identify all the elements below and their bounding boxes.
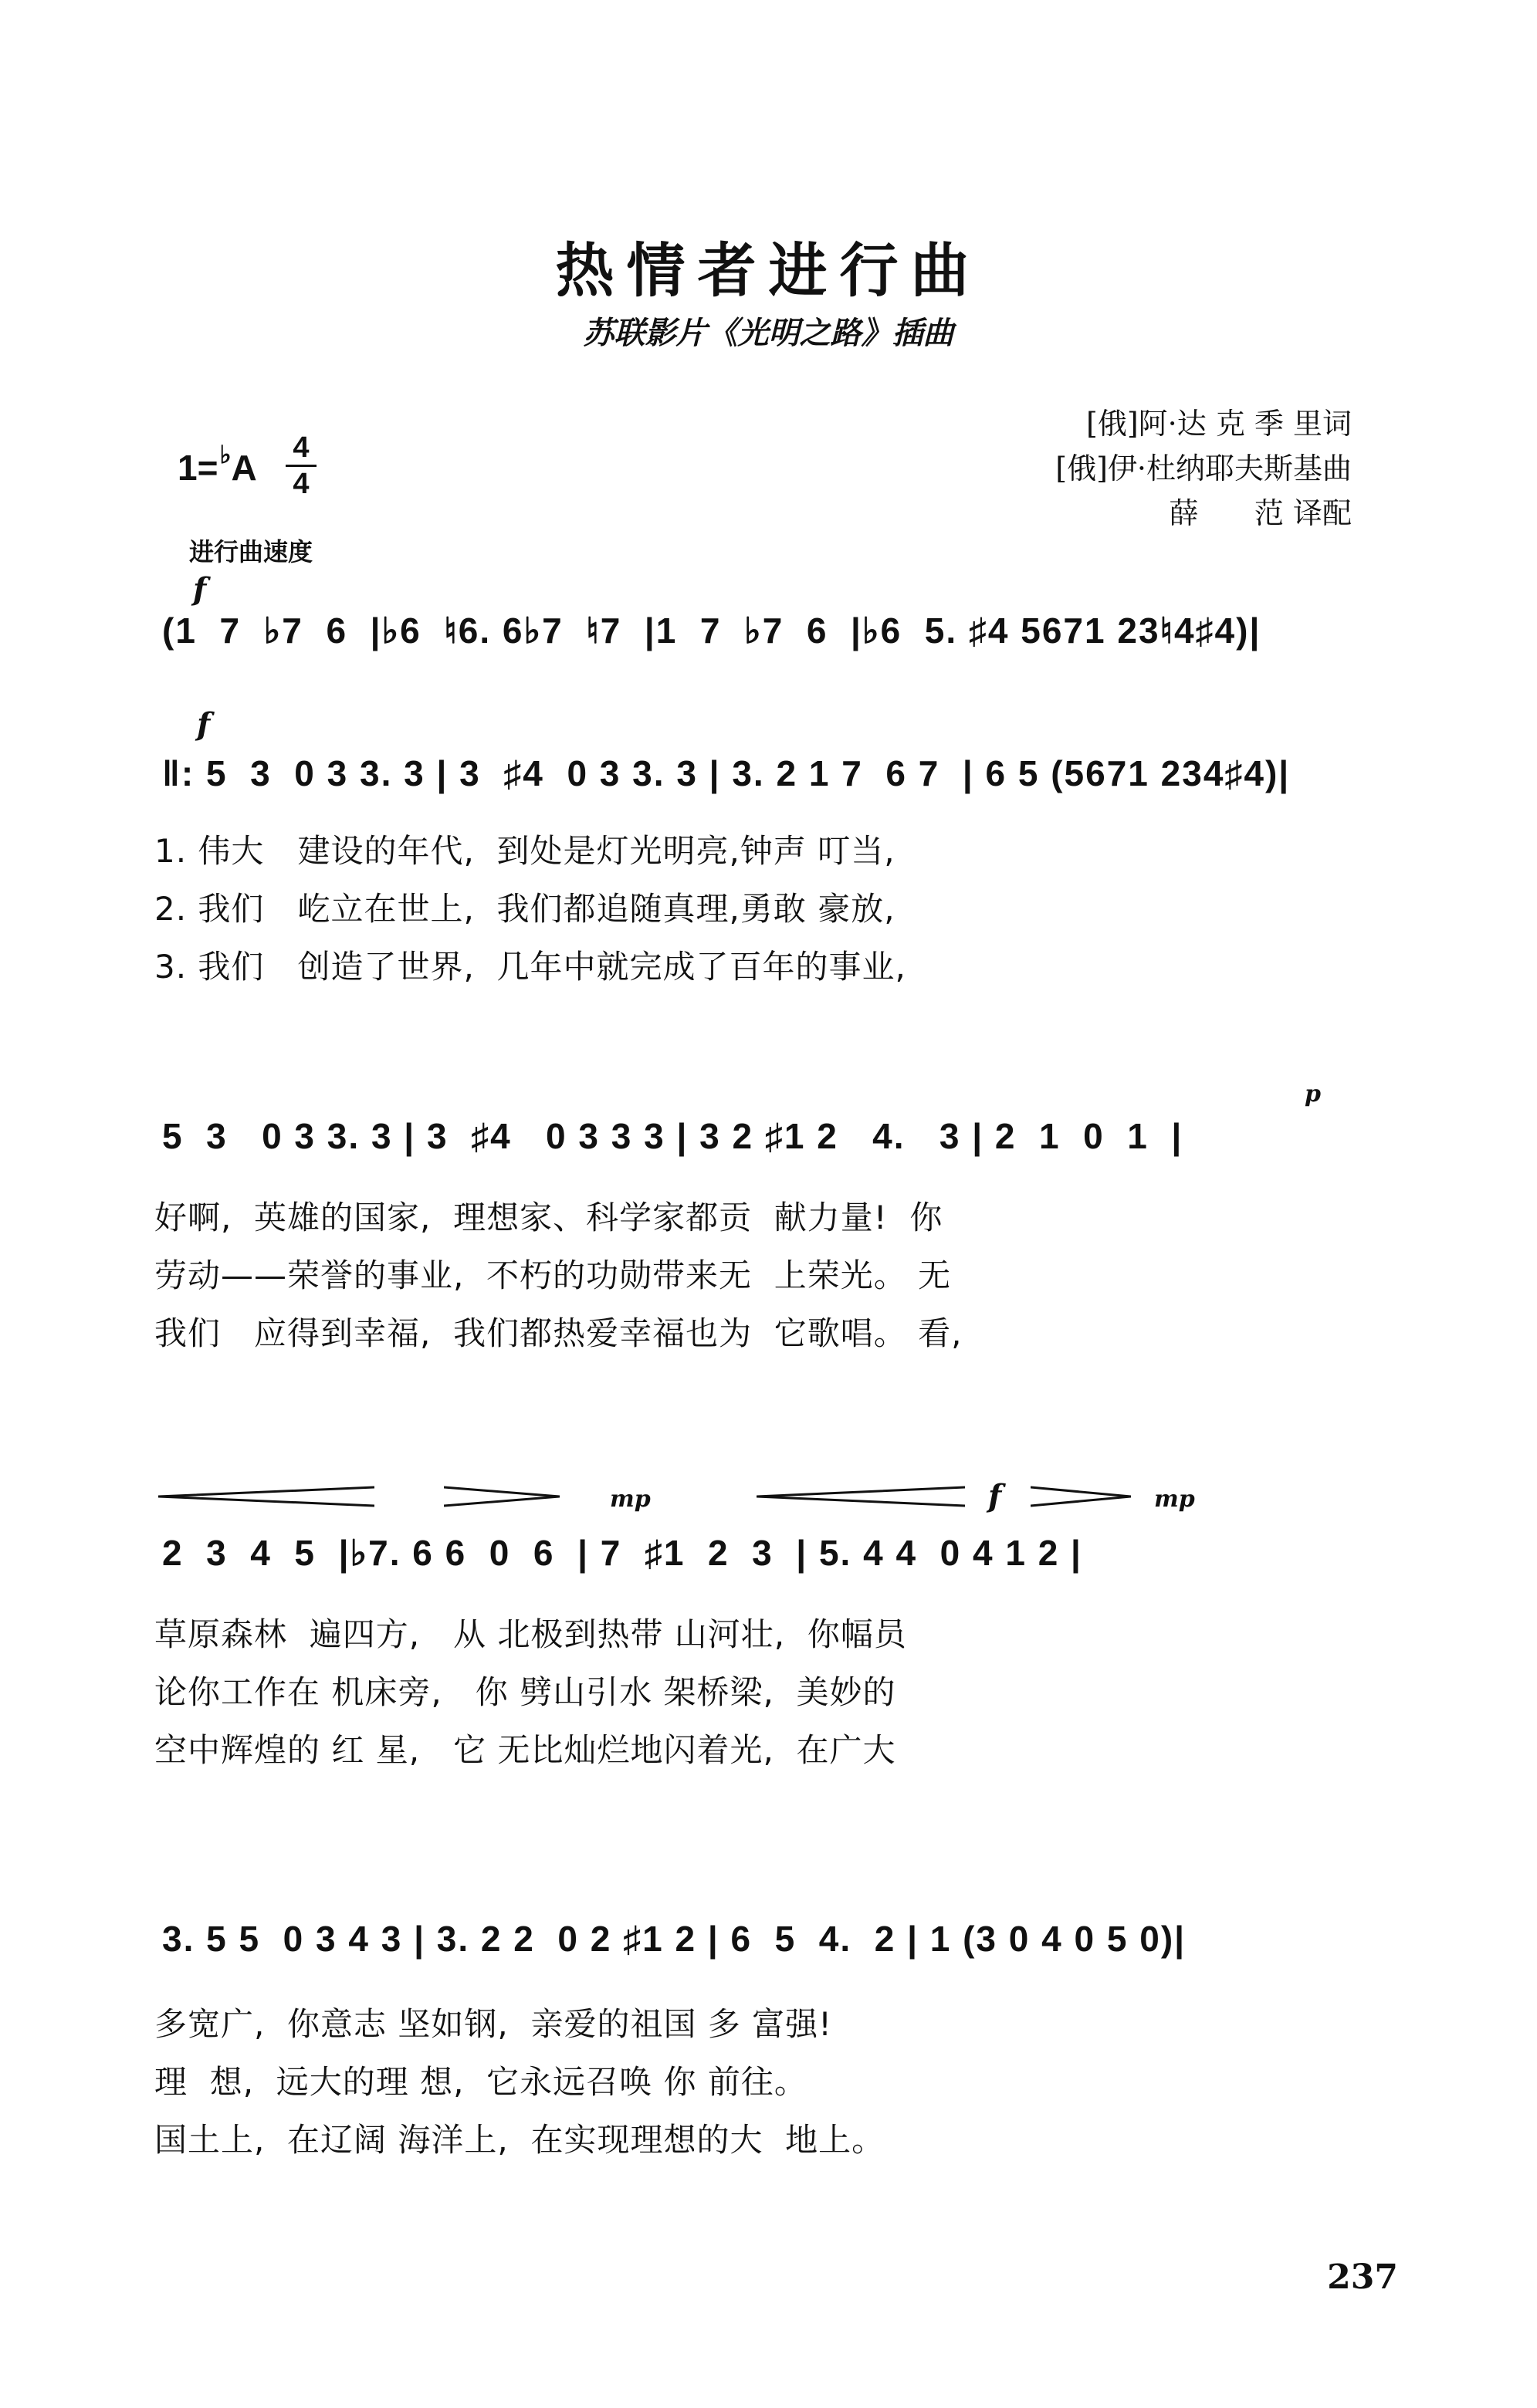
credits (1055, 401, 1352, 536)
staff-line-5: 3. 5 5 0 3 4 3 | 3. 2 2 0 2 ♯1 2 | 6 5 4. 2 | 1 (3 0 4 0 5 0)| (162, 1919, 1187, 1959)
key-note: A (231, 448, 257, 488)
staff-line-4: 2 3 4 5 |♭7. 6 6 0 6 | 7 ♯1 2 3 | 5. 4 4 0 4 1 2 | (162, 1533, 1082, 1573)
lyric-verse-1: 多宽广, 你意志 坚如钢, 亲爱的祖国 多 富强! (154, 2005, 832, 2043)
page-number: 237 (1327, 2258, 1398, 2297)
decrescendo-hairpin (1031, 1486, 1131, 1507)
song-title: 热情者进行曲 (555, 236, 982, 305)
dynamic-forte: f (197, 706, 211, 742)
lyric-verse-3: 空中辉煌的 红 星, 它 无比灿烂地闪着光, 在广大 (154, 1731, 896, 1769)
time-numerator: 4 (293, 431, 310, 464)
song-subtitle: 苏联影片《光明之路》插曲 (583, 315, 954, 351)
staff-line-2: ‖: 5 3 0 3 3. 3 | 3 ♯4 0 3 3. 3 | 3. 2 1 7 6 7 | 6 5 (5671 234♯4)| (162, 753, 1291, 793)
time-denominator: 4 (293, 468, 310, 500)
lyric-verse-2: 论你工作在 机床旁, 你 劈山引水 架桥梁, 美妙的 (154, 1673, 896, 1711)
composer-credit: [俄]伊·杜纳耶夫斯基曲 (1055, 452, 1352, 485)
lyric-verse-1: 1. 伟大 建设的年代, 到处是灯光明亮,钟声 叮当, (154, 832, 895, 870)
flat-symbol: ♭ (219, 441, 232, 468)
tempo-marking: 进行曲速度 (189, 537, 313, 566)
crescendo-hairpin (158, 1486, 374, 1507)
staff-line-3: 5 3 0 3 3. 3 | 3 ♯4 0 3 3 3 | 3 2 ♯1 2 4. 3 | 2 1 0 1 | (162, 1116, 1183, 1156)
translator-credit: 薛 范 译配 (1169, 496, 1352, 530)
time-signature (286, 432, 317, 499)
lyric-verse-3: 3. 我们 创造了世界, 几年中就完成了百年的事业, (154, 948, 906, 986)
dynamic-mezzo-piano: mp (1154, 1486, 1195, 1513)
lyric-verse-3: 国土上, 在辽阔 海洋上, 在实现理想的大 地上。 (154, 2121, 885, 2159)
dynamic-forte: f (193, 571, 207, 607)
lyric-verse-2: 2. 我们 屹立在世上, 我们都追随真理,勇敢 豪放, (154, 890, 895, 928)
dynamic-mezzo-piano: mp (610, 1486, 651, 1513)
lyric-verse-3: 我们 应得到幸福, 我们都热爱幸福也为 它歌唱。 看, (154, 1314, 963, 1352)
lyric-verse-2: 理 想, 远大的理 想, 它永远召唤 你 前往。 (154, 2063, 807, 2101)
lyric-verse-1: 好啊, 英雄的国家, 理想家、科学家都贡 献力量! 你 (154, 1199, 943, 1236)
decrescendo-hairpin (444, 1486, 560, 1507)
staff-line-1: (1 7 ♭7 6 |♭6 ♮6. 6♭7 ♮7 |1 7 ♭7 6 |♭6 5. ♯4 5671 23♮4♯4)| (162, 610, 1261, 651)
dynamic-piano: p (1305, 1081, 1321, 1108)
key-prefix: 1= (178, 448, 218, 488)
lyricist-credit: [俄]阿·达 克 季 里词 (1086, 407, 1352, 441)
lyric-verse-1: 草原森林 遍四方, 从 北极到热带 山河壮, 你幅员 (154, 1615, 907, 1653)
key-signature (178, 440, 257, 489)
dynamic-forte: f (988, 1478, 1002, 1514)
lyric-verse-2: 劳动——荣誉的事业, 不朽的功勋带来无 上荣光。 无 (154, 1256, 952, 1294)
crescendo-hairpin (757, 1486, 965, 1507)
